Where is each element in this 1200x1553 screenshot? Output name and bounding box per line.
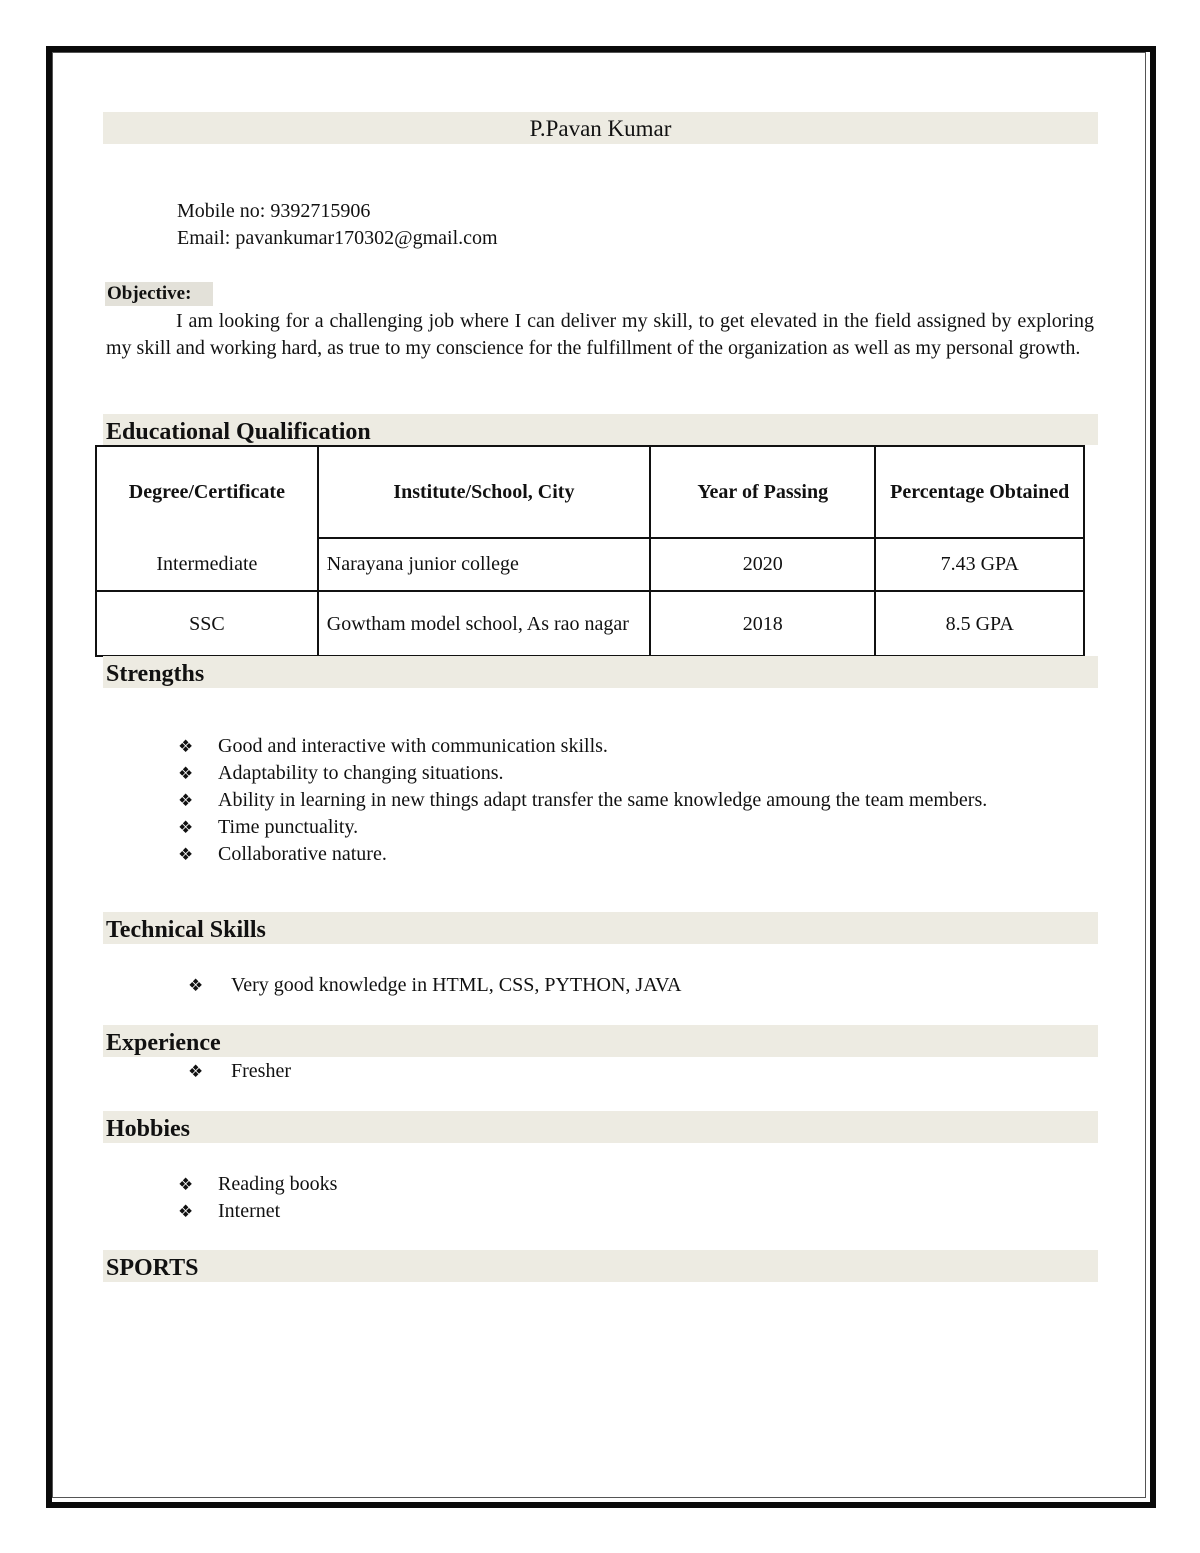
candidate-name: P.Pavan Kumar [103,112,1098,144]
table-cell: SSC [96,591,318,656]
education-heading: Educational Qualification [103,414,1098,445]
sports-heading: SPORTS [103,1250,1098,1282]
objective-text: I am looking for a challenging job where I can deliver my skill, to get elevated in the field assigned by exploring my skill and working hard, as true to my conscience for the fulfillment of the organization as well as my personal growth. [106,310,1094,359]
diamond-bullet-icon: ❖ [178,845,194,864]
column-header: Degree/Certificate [96,446,318,538]
list-item: ❖ Good and interactive with communication skills. [178,733,1048,760]
table-cell: 7.43 GPA [875,538,1084,591]
list-item: ❖ Collaborative nature. [178,841,1048,868]
list-item: ❖ Reading books [178,1171,1028,1198]
table-cell: Narayana junior college [318,538,650,591]
diamond-bullet-icon: ❖ [178,1202,194,1221]
list-item: ❖ Internet [178,1198,1028,1225]
technical-skills-list [188,972,1038,999]
diamond-bullet-icon: ❖ [178,818,194,837]
list-item: ❖ Fresher [188,1058,1038,1085]
hobbies-list [178,1171,1028,1225]
objective-label: Objective: [105,282,213,306]
column-header: Percentage Obtained [875,446,1084,538]
column-header: Institute/School, City [318,446,650,538]
diamond-bullet-icon: ❖ [188,976,204,995]
table-row [96,591,1084,656]
table-cell: 2020 [650,538,875,591]
list-item: ❖ Ability in learning in new things adapt transfer the same knowledge amoung the team members. [178,787,1048,814]
list-item: ❖ Time punctuality. [178,814,1048,841]
table-cell: 8.5 GPA [875,591,1084,656]
column-header: Year of Passing [650,446,875,538]
table-cell: Intermediate [96,538,318,591]
diamond-bullet-icon: ❖ [188,1062,204,1081]
strengths-list [178,733,1048,868]
table-row [96,538,1084,591]
hobbies-heading: Hobbies [103,1111,1098,1143]
mobile-number: Mobile no: 9392715906 [177,200,371,222]
email-address: Email: pavankumar170302@gmail.com [177,227,498,249]
table-header-row [96,446,1084,538]
technical-skills-heading: Technical Skills [103,912,1098,944]
list-item: ❖ Adaptability to changing situations. [178,760,1048,787]
experience-list [188,1058,1038,1085]
diamond-bullet-icon: ❖ [178,1175,194,1194]
diamond-bullet-icon: ❖ [178,791,194,810]
diamond-bullet-icon: ❖ [178,764,194,783]
strengths-heading: Strengths [103,656,1098,688]
experience-heading: Experience [103,1025,1098,1057]
education-table [95,445,1085,657]
table-cell: 2018 [650,591,875,656]
list-item: ❖ Very good knowledge in HTML, CSS, PYTHON, JAVA [188,972,1038,999]
table-cell: Gowtham model school, As rao nagar [318,591,650,656]
diamond-bullet-icon: ❖ [178,737,194,756]
